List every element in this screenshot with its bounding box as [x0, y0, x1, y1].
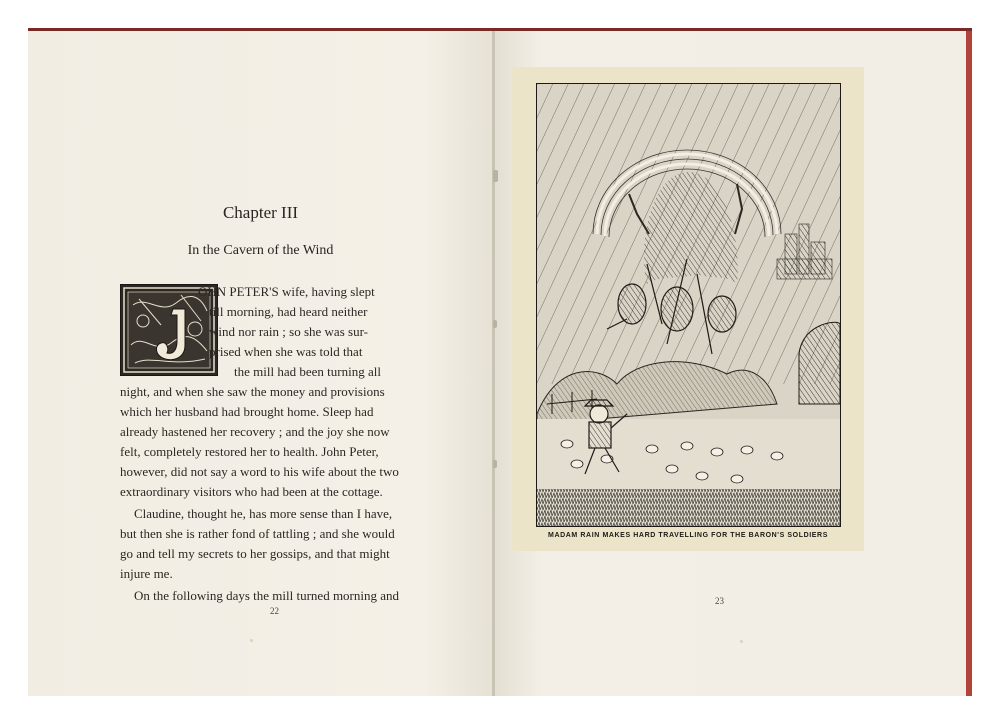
page-number-left: 22 — [270, 606, 279, 616]
illustration-plate — [512, 67, 864, 551]
left-page — [28, 31, 493, 696]
paragraph-line: extraordinary visitors who had been at the cottage. — [120, 484, 383, 499]
paragraph-line: however, did not say a word to his wife about the two — [120, 464, 399, 479]
chapter-subtitle: In the Cavern of the Wind — [187, 243, 334, 258]
paragraph-line: which her husband had brought home. Sleep had — [120, 404, 374, 419]
paragraph-line: felt, completely restored her to health. John Peter, — [120, 444, 379, 459]
paragraph-line: injure me. — [120, 566, 173, 581]
paragraph-line: prised when she was told that — [209, 344, 363, 359]
paragraph-line: OHN PETER'S wife, having slept — [198, 284, 375, 299]
paragraph-line: already hastened her recovery ; and the joy she now — [120, 424, 390, 439]
paragraph-line: till morning, had heard neither — [209, 304, 368, 319]
paper-mark — [250, 639, 253, 642]
illustration-caption: MADAM RAIN MAKES HARD TRAVELLING FOR THE BARON'S SOLDIERS — [548, 532, 828, 539]
book-edge — [966, 31, 972, 696]
paragraph-line: Claudine, thought he, has more sense than I have, — [134, 506, 393, 521]
paragraph-line: On the following days the mill turned morning and — [134, 588, 400, 603]
binding-thread — [493, 460, 497, 468]
paragraph-line: wind nor rain ; so she was sur- — [209, 324, 368, 339]
paper-mark — [740, 640, 743, 643]
page-number-right: 23 — [715, 596, 724, 606]
paragraph-line: but then she is rather fond of tattling ; and she would — [120, 526, 395, 541]
storm-illustration-icon — [536, 83, 841, 527]
paragraph-line: the mill had been turning all — [234, 364, 381, 379]
chapter-title: Chapter III — [222, 203, 299, 222]
paragraph-line: go and tell my secrets to her gossips, and that might — [120, 546, 390, 561]
binding-thread — [493, 170, 498, 182]
binding-thread — [493, 320, 497, 328]
paragraph-line: night, and when she saw the money and provisions — [120, 384, 385, 399]
